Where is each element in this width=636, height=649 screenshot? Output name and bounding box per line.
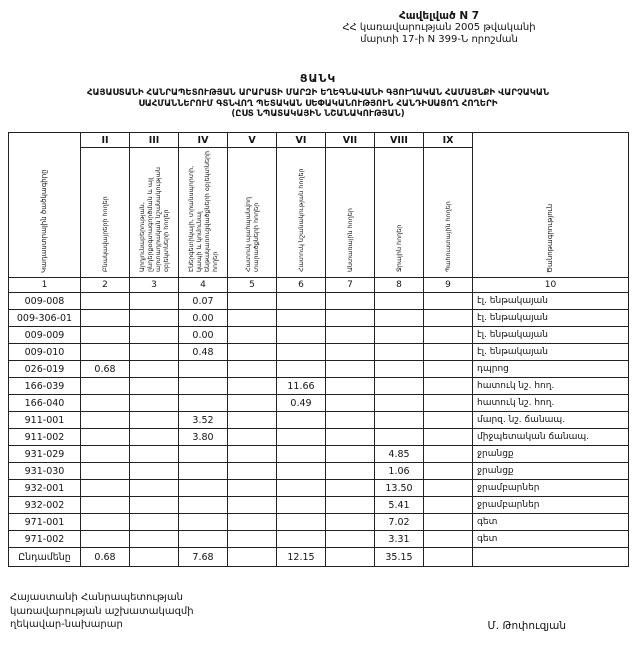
- value-cell: [179, 463, 228, 480]
- note-cell: ջրանցք: [473, 463, 629, 480]
- value-cell: [424, 446, 473, 463]
- total-label: Ընդամենը: [9, 548, 81, 567]
- signatory-name: Մ. Թոփուզյան: [487, 619, 566, 632]
- column-number: 1: [9, 278, 81, 293]
- value-cell: 0.68: [81, 361, 130, 378]
- table-row: [9, 361, 629, 378]
- value-cell: [130, 480, 179, 497]
- value-cell: [130, 310, 179, 327]
- value-cell: 0.07: [179, 293, 228, 310]
- table-row: [9, 497, 629, 514]
- value-cell: [277, 446, 326, 463]
- value-cell: [326, 514, 375, 531]
- value-cell: [424, 310, 473, 327]
- value-cell: 0.49: [277, 395, 326, 412]
- value-cell: [179, 497, 228, 514]
- signatory-title-line: ղեկավար-նախարար: [10, 619, 123, 631]
- column-number-row: [9, 278, 629, 293]
- value-cell: [228, 293, 277, 310]
- value-cell: [277, 531, 326, 548]
- value-cell: [81, 497, 130, 514]
- note-column-header: [473, 133, 629, 278]
- value-cell: [81, 446, 130, 463]
- value-cell: [326, 412, 375, 429]
- note-cell: ջրամբարներ: [473, 497, 629, 514]
- value-cell: [130, 497, 179, 514]
- value-cell: [277, 412, 326, 429]
- total-note-cell: [473, 548, 629, 567]
- value-cell: [424, 378, 473, 395]
- note-cell: դպրոց: [473, 361, 629, 378]
- value-cell: [130, 344, 179, 361]
- category-header-water: [375, 148, 424, 278]
- value-cell: [277, 327, 326, 344]
- value-cell: [228, 310, 277, 327]
- column-number: 9: [424, 278, 473, 293]
- table-row: [9, 327, 629, 344]
- value-cell: [228, 378, 277, 395]
- note-cell: էլ. ենթակայան: [473, 293, 629, 310]
- value-cell: [424, 531, 473, 548]
- value-cell: [375, 378, 424, 395]
- note-column-header-label: Ծանոթագրություն: [546, 203, 555, 274]
- value-cell: [179, 361, 228, 378]
- value-cell: [228, 412, 277, 429]
- column-number: 4: [179, 278, 228, 293]
- title-line: ՍԱՀՄԱՆՆԵՐՈՒՄ ԳՏՆՎՈՂ ՊԵՏԱԿԱՆ ՍԵՓԱԿԱՆՈՒԹՅՈՒՆ ՀԱՆԴԻՍԱՑՈՂ ՀՈՂԵՐԻ: [138, 98, 498, 109]
- category-header-forest: [326, 148, 375, 278]
- total-value-cell: [424, 548, 473, 567]
- value-cell: [375, 395, 424, 412]
- value-cell: [277, 429, 326, 446]
- value-cell: [228, 361, 277, 378]
- value-cell: [228, 497, 277, 514]
- note-cell: էլ. ենթակայան: [473, 344, 629, 361]
- value-cell: [326, 480, 375, 497]
- value-cell: [228, 531, 277, 548]
- value-cell: [277, 361, 326, 378]
- category-header-label: Ջրային հողեր: [395, 224, 403, 272]
- value-cell: [326, 344, 375, 361]
- value-cell: [130, 361, 179, 378]
- land-category-table: [8, 132, 629, 567]
- category-header-label: Հատուկ պահպանվող տարածքների հողեր: [244, 196, 260, 272]
- value-cell: [228, 480, 277, 497]
- roman-numeral: IX: [424, 133, 473, 148]
- value-cell: 3.31: [375, 531, 424, 548]
- value-cell: [326, 497, 375, 514]
- note-cell: հատուկ նշ. հող.: [473, 395, 629, 412]
- value-cell: [81, 480, 130, 497]
- cadastral-code-cell: 911-001: [9, 412, 81, 429]
- signatory-title-line: կառավարության աշխատակազմի: [10, 605, 194, 617]
- value-cell: [81, 378, 130, 395]
- category-header-protected: [228, 148, 277, 278]
- value-cell: 3.80: [179, 429, 228, 446]
- value-cell: [130, 378, 179, 395]
- category-header-label: Բնակավայրերի հողեր: [101, 196, 109, 272]
- value-cell: 13.50: [375, 480, 424, 497]
- signatory-title-block: [10, 591, 194, 632]
- category-header-label: Անտառային հողեր: [346, 207, 354, 272]
- cadastral-code-cell: 932-001: [9, 480, 81, 497]
- value-cell: [130, 463, 179, 480]
- table-row: [9, 293, 629, 310]
- value-cell: [375, 361, 424, 378]
- value-cell: 11.66: [277, 378, 326, 395]
- category-header-label: Էներգետիկայի, տրանսպորտի, կապի և կոմունալ ենթակառուցվածքների օբյեկտների հողեր: [187, 150, 219, 272]
- cadastral-code-cell: 932-002: [9, 497, 81, 514]
- value-cell: [326, 395, 375, 412]
- category-header-reserve: [424, 148, 473, 278]
- column-number: 3: [130, 278, 179, 293]
- note-cell: էլ. ենթակայան: [473, 310, 629, 327]
- value-cell: 3.52: [179, 412, 228, 429]
- roman-numeral: VII: [326, 133, 375, 148]
- value-cell: [375, 327, 424, 344]
- category-header-label: Արդյունաբերության, ընդերքօգտագործման և այլ արտադրական նշանակության օբյեկտների հողեր: [138, 166, 170, 272]
- cadastral-code-cell: 931-030: [9, 463, 81, 480]
- value-cell: [326, 463, 375, 480]
- category-header-energy-transport: [179, 148, 228, 278]
- value-cell: [130, 446, 179, 463]
- note-cell: հատուկ նշ. հող.: [473, 378, 629, 395]
- value-cell: 0.00: [179, 327, 228, 344]
- total-row: [9, 548, 629, 567]
- appendix-line: ՀՀ կառավարության 2005 թվականի: [342, 22, 536, 34]
- title-line: ՀԱՅԱՍՏԱՆԻ ՀԱՆՐԱՊԵՏՈՒԹՅԱՆ ԱՐԱՐԱՏԻ ՄԱՐԶԻ ԵՂԵԳՆԱՎԱՆԻ ԳՅՈՒՂԱԿԱՆ ՀԱՄԱՅՆՔԻ ՎԱՐՉԱԿԱՆ: [86, 87, 550, 98]
- value-cell: [277, 310, 326, 327]
- table-row: [9, 429, 629, 446]
- document-footer: [8, 591, 628, 632]
- value-cell: [81, 327, 130, 344]
- value-cell: [424, 395, 473, 412]
- table-row: [9, 514, 629, 531]
- value-cell: [424, 293, 473, 310]
- value-cell: 7.02: [375, 514, 424, 531]
- value-cell: [424, 361, 473, 378]
- category-header-special: [277, 148, 326, 278]
- value-cell: [179, 514, 228, 531]
- cadastral-code-cell: 026-019: [9, 361, 81, 378]
- value-cell: [228, 446, 277, 463]
- value-cell: [277, 463, 326, 480]
- value-cell: 0.00: [179, 310, 228, 327]
- cadastral-code-cell: 166-039: [9, 378, 81, 395]
- roman-numeral: II: [81, 133, 130, 148]
- value-cell: [424, 327, 473, 344]
- table-row: [9, 344, 629, 361]
- value-cell: [81, 344, 130, 361]
- value-cell: [228, 395, 277, 412]
- cadastral-code-cell: 009-010: [9, 344, 81, 361]
- value-cell: [424, 480, 473, 497]
- value-cell: [424, 514, 473, 531]
- note-cell: էլ. ենթակայան: [473, 327, 629, 344]
- value-cell: [81, 395, 130, 412]
- value-cell: [326, 293, 375, 310]
- roman-numeral: III: [130, 133, 179, 148]
- roman-numeral: V: [228, 133, 277, 148]
- value-cell: [179, 378, 228, 395]
- cadastral-code-cell: 009-009: [9, 327, 81, 344]
- column-number: 8: [375, 278, 424, 293]
- value-cell: 1.06: [375, 463, 424, 480]
- value-cell: [179, 531, 228, 548]
- roman-numeral: IV: [179, 133, 228, 148]
- value-cell: [326, 327, 375, 344]
- value-cell: [326, 361, 375, 378]
- value-cell: [130, 531, 179, 548]
- value-cell: [81, 514, 130, 531]
- value-cell: [375, 344, 424, 361]
- cadastral-code-cell: 971-001: [9, 514, 81, 531]
- column-number: 6: [277, 278, 326, 293]
- signatory-title-line: Հայաստանի Հանրապետության: [10, 592, 184, 604]
- value-cell: 4.85: [375, 446, 424, 463]
- value-cell: 5.41: [375, 497, 424, 514]
- total-value-cell: 7.68: [179, 548, 228, 567]
- table-row: [9, 378, 629, 395]
- document-title: [8, 72, 628, 120]
- cadastral-code-cell: 009-008: [9, 293, 81, 310]
- value-cell: [424, 497, 473, 514]
- table-row: [9, 463, 629, 480]
- category-header-settlement: [81, 148, 130, 278]
- table-row: [9, 395, 629, 412]
- note-cell: միջպետական ճանապ.: [473, 429, 629, 446]
- value-cell: [326, 446, 375, 463]
- value-cell: 0.48: [179, 344, 228, 361]
- total-value-cell: [228, 548, 277, 567]
- value-cell: [130, 514, 179, 531]
- value-cell: [130, 412, 179, 429]
- note-cell: մարզ. նշ. ճանապ.: [473, 412, 629, 429]
- table-row: [9, 531, 629, 548]
- column-number: 7: [326, 278, 375, 293]
- cadastral-code-header-label: Կադաստրային ծածկագիրը: [40, 169, 49, 274]
- value-cell: [277, 344, 326, 361]
- value-cell: [179, 395, 228, 412]
- value-cell: [375, 310, 424, 327]
- table-body: [9, 293, 629, 548]
- value-cell: [228, 514, 277, 531]
- value-cell: [326, 310, 375, 327]
- value-cell: [130, 327, 179, 344]
- column-number: 5: [228, 278, 277, 293]
- category-header-industrial: [130, 148, 179, 278]
- cadastral-code-cell: 009-306-01: [9, 310, 81, 327]
- value-cell: [228, 429, 277, 446]
- value-cell: [130, 429, 179, 446]
- cadastral-code-cell: 166-040: [9, 395, 81, 412]
- value-cell: [424, 429, 473, 446]
- value-cell: [375, 412, 424, 429]
- value-cell: [130, 293, 179, 310]
- value-cell: [81, 463, 130, 480]
- value-cell: [228, 327, 277, 344]
- value-cell: [424, 463, 473, 480]
- note-cell: ջրանցք: [473, 446, 629, 463]
- column-number: 10: [473, 278, 629, 293]
- note-cell: ջրամբարներ: [473, 480, 629, 497]
- cadastral-code-cell: 971-002: [9, 531, 81, 548]
- column-number: 2: [81, 278, 130, 293]
- roman-numeral-row: [9, 133, 629, 148]
- value-cell: [277, 293, 326, 310]
- value-cell: [277, 514, 326, 531]
- value-cell: [228, 344, 277, 361]
- value-cell: [179, 446, 228, 463]
- value-cell: [81, 412, 130, 429]
- value-cell: [179, 480, 228, 497]
- cadastral-code-cell: 911-002: [9, 429, 81, 446]
- total-value-cell: 12.15: [277, 548, 326, 567]
- value-cell: [277, 480, 326, 497]
- table-row: [9, 480, 629, 497]
- note-cell: գետ: [473, 514, 629, 531]
- value-cell: [277, 497, 326, 514]
- table-row: [9, 412, 629, 429]
- value-cell: [130, 395, 179, 412]
- table-row: [9, 446, 629, 463]
- category-header-label: Հատուկ նշանակության հողեր: [297, 168, 305, 272]
- value-cell: [81, 429, 130, 446]
- cadastral-code-cell: 931-029: [9, 446, 81, 463]
- roman-numeral: VIII: [375, 133, 424, 148]
- total-value-cell: 35.15: [375, 548, 424, 567]
- value-cell: [228, 463, 277, 480]
- total-value-cell: [326, 548, 375, 567]
- value-cell: [326, 429, 375, 446]
- table-row: [9, 310, 629, 327]
- title-line: (ԸՍՏ ՆՊԱՏԱԿԱՅԻՆ ՆՇԱՆԱԿՈՒԹՅԱՆ): [231, 109, 405, 120]
- value-cell: [81, 293, 130, 310]
- category-header-label: Պահուստային հողեր: [444, 200, 452, 272]
- appendix-line: մարտի 17-ի N 399-Ն որոշման: [360, 34, 518, 46]
- title-word: ՑԱՆԿ: [299, 71, 337, 85]
- value-cell: [424, 344, 473, 361]
- cadastral-code-header: [9, 133, 81, 278]
- value-cell: [326, 531, 375, 548]
- appendix-block: [308, 10, 570, 46]
- total-value-cell: 0.68: [81, 548, 130, 567]
- value-cell: [424, 412, 473, 429]
- note-cell: գետ: [473, 531, 629, 548]
- value-cell: [81, 531, 130, 548]
- appendix-number: Հավելված N 7: [398, 10, 480, 22]
- value-cell: [375, 293, 424, 310]
- total-value-cell: [130, 548, 179, 567]
- value-cell: [375, 429, 424, 446]
- roman-numeral: VI: [277, 133, 326, 148]
- value-cell: [81, 310, 130, 327]
- value-cell: [326, 378, 375, 395]
